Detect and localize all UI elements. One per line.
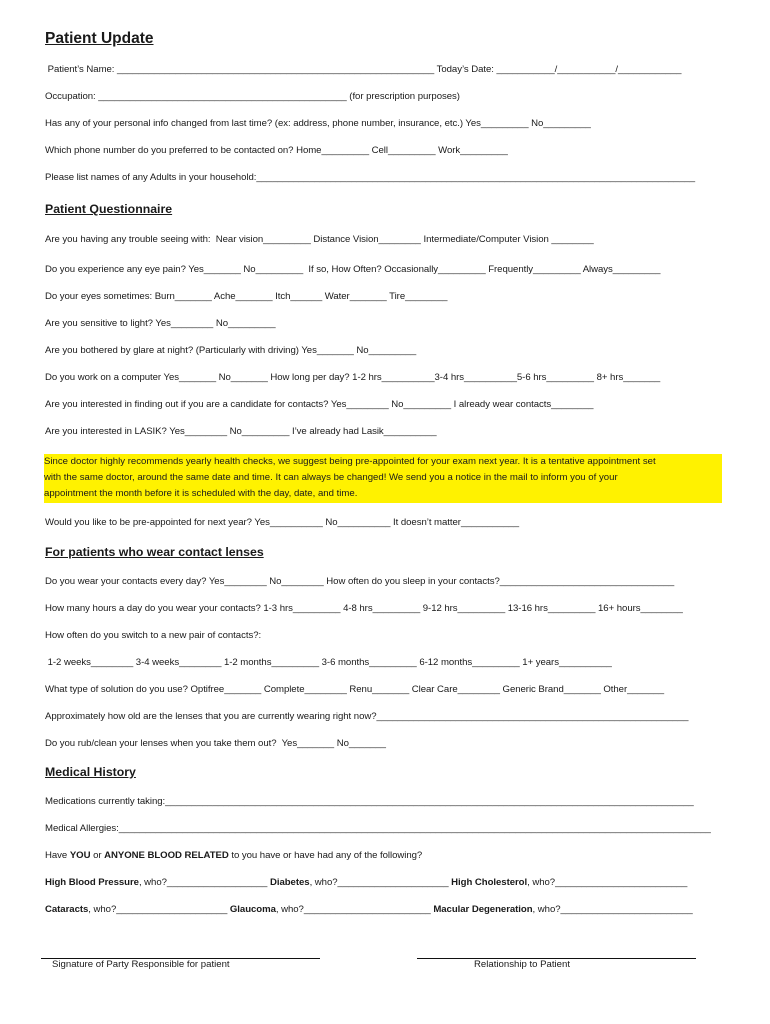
high-cholesterol-label: High Cholesterol [451, 877, 528, 888]
lasik-question[interactable]: Are you interested in LASIK? Yes________ No_________ I’ve already had Lasik__________ [45, 426, 437, 437]
light-sensitivity-question[interactable]: Are you sensitive to light? Yes________ No_________ [45, 318, 276, 329]
macular-degeneration-label: Macular Degeneration [433, 904, 533, 915]
medical-history-heading: Medical History [45, 765, 136, 779]
household-adults-line[interactable]: Please list names of any Adults in your household:___________________________________________________________________________________ [45, 172, 696, 183]
medications-line[interactable]: Medications currently taking:____________________________________________________________________________________________________ [45, 796, 694, 807]
phone-preference-line[interactable]: Which phone number do you preferred to be contacted on? Home_________ Cell_________ Work_________ [45, 145, 508, 156]
allergies-line[interactable]: Medical Allergies:________________________________________________________________________________________________________________ [45, 823, 711, 834]
cataracts-label: Cataracts [45, 904, 89, 915]
notice-line-2: with the same doctor, around the same date and time. It can always be changed! We send you a notice in the mail to inform you of your [44, 472, 618, 484]
preappointment-notice [44, 454, 722, 503]
contacts-daily-question[interactable]: Do you wear your contacts every day? Yes________ No________ How often do you sleep in your contacts?_________________________________ [45, 576, 675, 587]
eye-pain-question[interactable]: Do you experience any eye pain? Yes_______ No_________ If so, How Often? Occasionally_________ Frequently_________ Always_________ [45, 264, 661, 275]
eye-symptoms-question[interactable]: Do your eyes sometimes: Burn_______ Ache_______ Itch______ Water_______ Tire________ [45, 291, 448, 302]
computer-use-question[interactable]: Do you work on a computer Yes_______ No_______ How long per day? 1-2 hrs__________3-4 hrs__________5-6 hrs_________ 8+ hrs_______ [45, 372, 661, 383]
vision-trouble-question[interactable]: Are you having any trouble seeing with: Near vision_________ Distance Vision________ Intermediate/Computer Vision ________ [45, 234, 594, 245]
preappoint-question[interactable]: Would you like to be pre-appointed for next year? Yes__________ No__________ It doesn’t matter___________ [45, 517, 520, 528]
patient-name-date-line[interactable]: Patient’s Name: ____________________________________________________________ Today’s Date: ___________/___________/____________ [45, 64, 682, 75]
questionnaire-heading: Patient Questionnaire [45, 202, 173, 216]
notice-line-3: appointment the month before it is scheduled with the day, date, and time. [44, 488, 358, 500]
page-title: Patient Update [45, 30, 154, 47]
diabetes-label: Diabetes [269, 877, 310, 888]
night-glare-question[interactable]: Are you bothered by glare at night? (Particularly with driving) Yes_______ No_________ [45, 345, 417, 356]
contacts-heading: For patients who wear contact lenses [45, 545, 264, 559]
high-blood-pressure-label: High Blood Pressure [45, 877, 139, 888]
notice-line-1: Since doctor highly recommends yearly health checks, we suggest being pre-appointed for your exam next year. It is a tentative appointment set [44, 456, 656, 467]
lens-age-question[interactable]: Approximately how old are the lenses that you are currently wearing right now?___________________________________________________________ [45, 711, 689, 722]
occupation-line[interactable]: Occupation: _______________________________________________ (for prescription purposes) [45, 91, 460, 102]
contacts-candidate-question[interactable]: Are you interested in finding out if you are a candidate for contacts? Yes________ No_________ I already wear contacts________ [45, 399, 594, 410]
conditions-row-1[interactable]: High Blood Pressure, who?___________________ Diabetes, who?_____________________ High Cholesterol, who?_________________________ [45, 877, 688, 888]
lens-cleaning-question[interactable]: Do you rub/clean your lenses when you take them out? Yes_______ No_______ [45, 738, 386, 749]
relationship-label: Relationship to Patient [474, 959, 570, 970]
contacts-switch-options[interactable]: 1-2 weeks________ 3-4 weeks________ 1-2 months_________ 3-6 months_________ 6-12 months_________ 1+ years__________ [45, 657, 612, 668]
contacts-switch-question: How often do you switch to a new pair of contacts?: [45, 630, 262, 641]
family-history-prompt: Have YOU or ANYONE BLOOD RELATED to you have or have had any of the following? [45, 850, 423, 861]
contacts-hours-question[interactable]: How many hours a day do you wear your contacts? 1-3 hrs_________ 4-8 hrs_________ 9-12 hrs_________ 13-16 hrs_________ 16+ hours________ [45, 603, 683, 614]
glaucoma-label: Glaucoma [229, 904, 276, 915]
conditions-row-2[interactable]: Cataracts, who?_____________________ Glaucoma, who?________________________ Macular Degeneration, who?_________________________ [45, 904, 693, 915]
info-changed-line[interactable]: Has any of your personal info changed from last time? (ex: address, phone number, insurance, etc.) Yes_________ No_________ [45, 118, 591, 129]
solution-question[interactable]: What type of solution do you use? Optifree_______ Complete________ Renu_______ Clear Care________ Generic Brand_______ Other_______ [45, 684, 665, 695]
signature-label: Signature of Party Responsible for patient [52, 959, 230, 970]
